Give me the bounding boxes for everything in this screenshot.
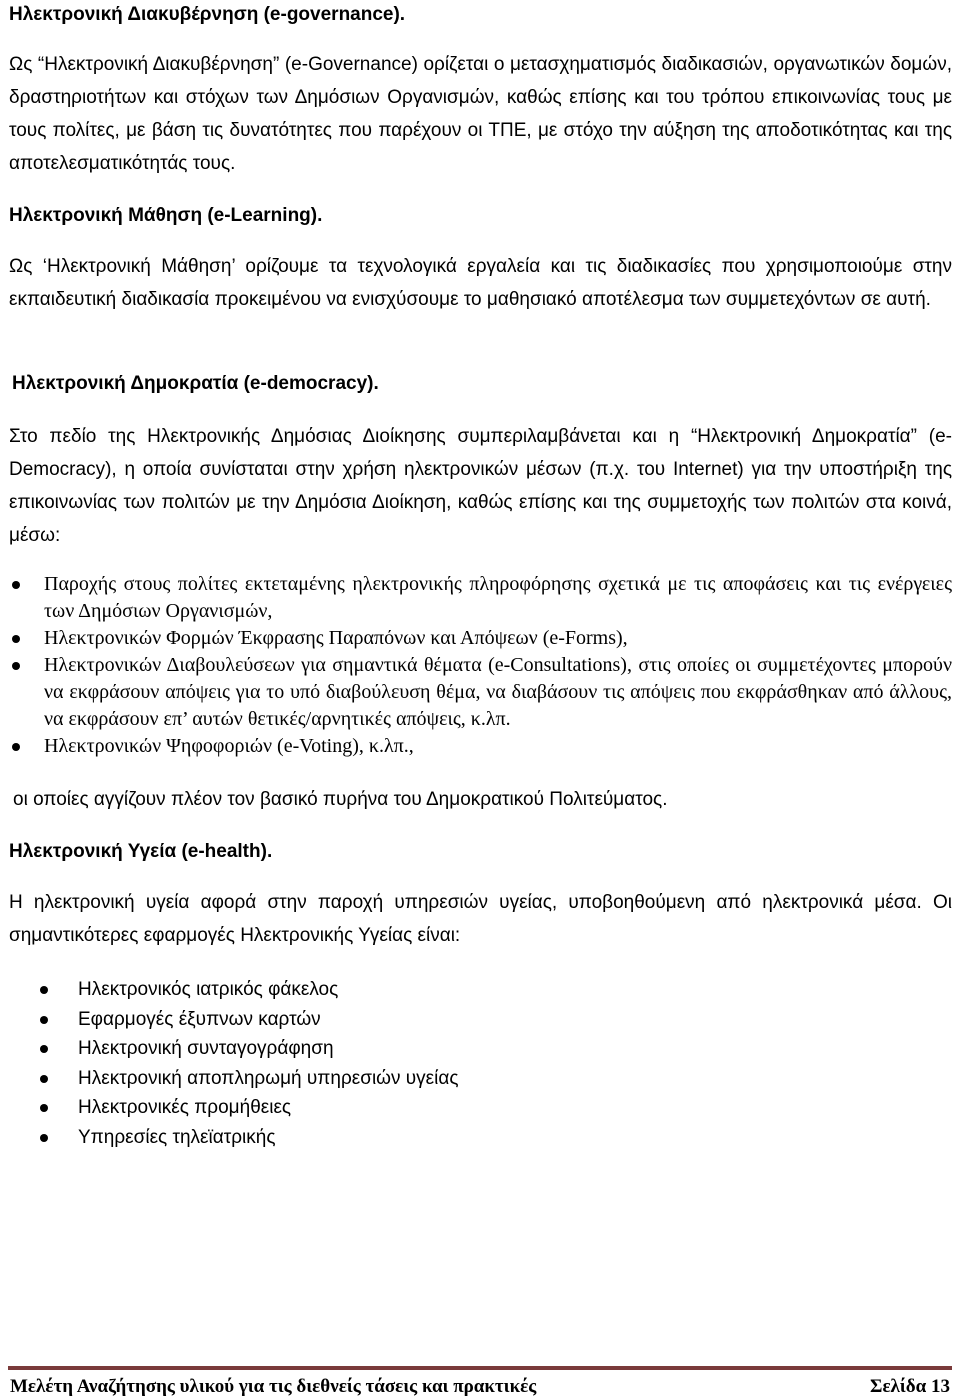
ehealth-heading: Ηλεκτρονική Υγεία (e-health).	[9, 841, 273, 862]
egov-heading: Ηλεκτρονική Διακυβέρνηση (e-governance).	[9, 4, 406, 25]
list-item: Παροχής στους πολίτες εκτεταμένης ηλεκτρονικής πληροφόρησης σχετικά με τις αποφάσεις και τις ενέργειες των Δημόσιων Οργανισμών,	[9, 571, 952, 625]
egov-paragraph: Ως “Ηλεκτρονική Διακυβέρνηση” (e-Governance) ορίζεται ο μετασχηματισμός διαδικασιών, οργανωτικών δομών, δραστηριοτήτων και στόχων των Δημόσιων Οργανισμών, καθώς επίσης και του τρόπου επικοινωνίας τους με τους πολίτες, με βάση τις δυνατότητες που παρέχουν οι ΤΠΕ, με στόχο την αύξηση της αποδοτικότητας και της αποτελεσματικότητάς τους.	[9, 54, 952, 174]
list-item: Εφαρμογές έξυπνων καρτών	[36, 1005, 459, 1035]
list-item: Ηλεκτρονικών Φορμών Έκφρασης Παραπόνων και Απόψεων (e-Forms),	[9, 625, 952, 652]
edem-heading: Ηλεκτρονική Δημοκρατία (e-democracy).	[12, 373, 379, 394]
edem-paragraph: Στο πεδίο της Ηλεκτρονικής Δημόσιας Διοίκησης συμπεριλαμβάνεται και η “Ηλεκτρονική Δημοκρατία” (e-Democracy), η οποία συνίσταται στην χρήση ηλεκτρονικών μέσων (π.χ. του Internet) για την υποστήριξη της επικοινωνίας των πολιτών με την Δημόσια Διοίκηση, καθώς επίσης και της συμμετοχής των πολιτών στα κοινά, μέσω:	[9, 426, 952, 546]
elearn-paragraph: Ως ‘Ηλεκτρονική Μάθηση’ ορίζουμε τα τεχνολογικά εργαλεία και τις διαδικασίες που χρησιμοποιούμε στην εκπαιδευτική διαδικασία προκειμένου να ενισχύσουμε το μαθησιακό αποτέλεσμα των συμμετεχόντων σε αυτή.	[9, 256, 952, 310]
elearn-heading: Ηλεκτρονική Μάθηση (e-Learning).	[9, 205, 323, 226]
list-item: Ηλεκτρονική συνταγογράφηση	[36, 1034, 459, 1064]
ehealth-list	[36, 975, 459, 1153]
footer-rule	[8, 1366, 952, 1370]
edem-closing-text: οι οποίες αγγίζουν πλέον τον βασικό πυρήνα του Δημοκρατικού Πολιτεύματος.	[13, 789, 668, 810]
ehealth-paragraph: Η ηλεκτρονική υγεία αφορά στην παροχή υπηρεσιών υγείας, υποβοηθούμενη από ηλεκτρονικά μέσα. Οι σημαντικότερες εφαρμογές Ηλεκτρονικής Υγείας είναι:	[9, 892, 952, 946]
edem-list	[9, 571, 952, 760]
list-item: Ηλεκτρονική αποπληρωμή υπηρεσιών υγείας	[36, 1064, 459, 1094]
list-item: Ηλεκτρονικών Ψηφοφοριών (e-Voting), κ.λπ.,	[9, 733, 952, 760]
footer-title: Μελέτη Αναζήτησης υλικού για τις διεθνείς τάσεις και πρακτικές	[10, 1376, 537, 1397]
list-item: Ηλεκτρονικών Διαβουλεύσεων για σημαντικά θέματα (e-Consultations), στις οποίες οι συμμετέχοντες μπορούν να εκφράσουν απόψεις για το υπό διαβούλευση θέμα, να διαβάσουν τις απόψεις που εκφράσθηκαν από άλλους, να εκφράσουν επ’ αυτών θετικές/αρνητικές απόψεις, κ.λπ.	[9, 652, 952, 733]
list-item: Υπηρεσίες τηλεϊατρικής	[36, 1123, 459, 1153]
page-number: Σελίδα 13	[870, 1376, 950, 1397]
list-item: Ηλεκτρονικός ιατρικός φάκελος	[36, 975, 459, 1005]
list-item: Ηλεκτρονικές προμήθειες	[36, 1093, 459, 1123]
page-footer	[10, 1375, 950, 1399]
